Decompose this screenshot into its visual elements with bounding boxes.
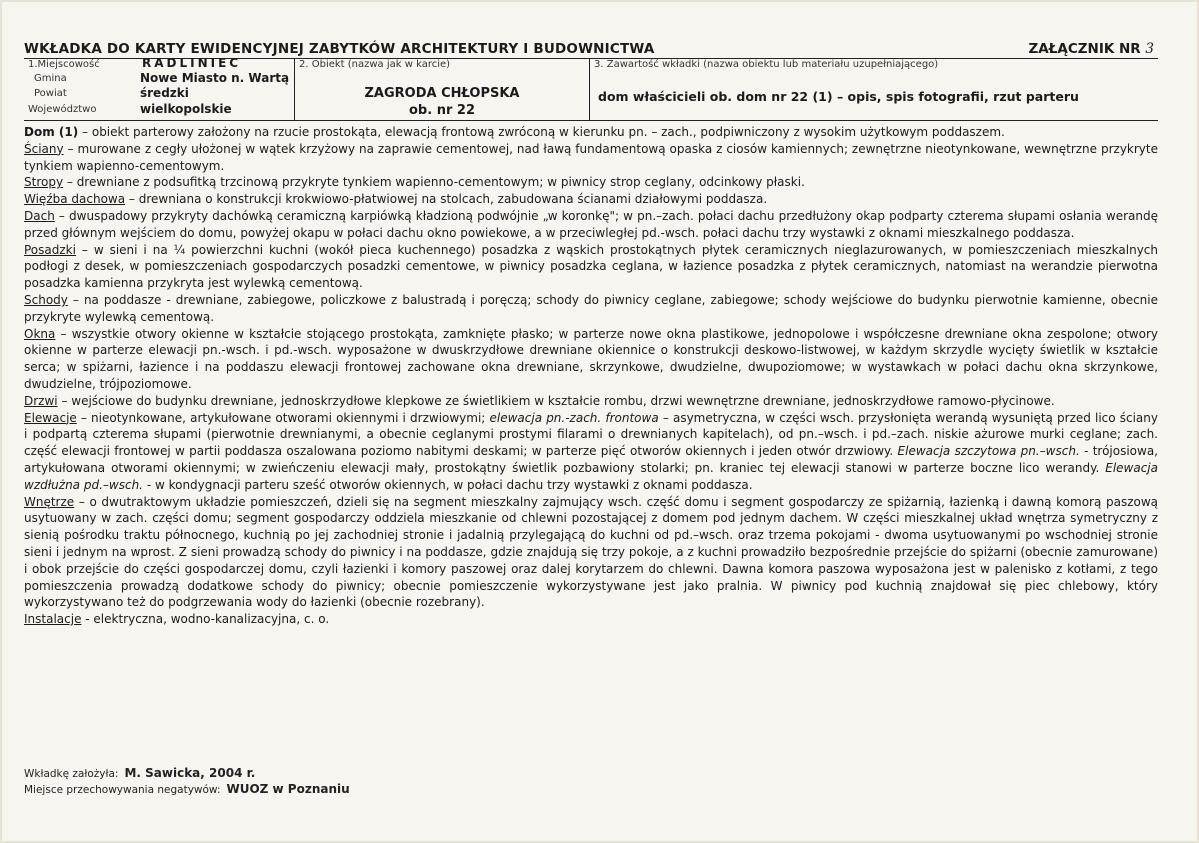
section-text: – wejściowe do budynku drewniane, jednoskrzydłowe klepkowe ze świetlikiem w kształcie rombu, drzwi wewnętrzne drewniane, jednoskrzydłowe ramowo-płycinowe. [57, 393, 1055, 408]
description-text [24, 124, 1158, 628]
section-instalacje [24, 611, 1158, 628]
footer-storage [24, 782, 350, 796]
section-term: Instalacje [24, 612, 82, 627]
section-text: – obiekt parterowy założony na rzucie prostokąta, elewacją frontową zwróconą w kierunku pn. – zach., podpiwniczony z wysokim użytkowym poddaszem. [78, 125, 1005, 139]
section-dom [24, 124, 1158, 141]
record-info-table [24, 58, 1158, 121]
section-term: Drzwi [24, 393, 58, 408]
section-wnetrze [24, 494, 1158, 612]
section-dach [24, 208, 1158, 242]
document-title: WKŁADKA DO KARTY EWIDENCYJNEJ ZABYTKÓW ARCHITEKTURY I BUDOWNICTWA [24, 41, 655, 57]
section-text: – dwuspadowy przykryty dachówką ceramiczną karpiówką kładzioną podwójnie „w koronkę"; w pn.–zach. połaci dachu przedłużony okap podparty czterema słupami osłania werandę przed głównym wejściem do domu, powyżej okapu w połaci dachu okno powiekowe, a w przeciwległej pd.-wsch. połaci dachu trzy wystawki z oknami mieszkalnego poddasza. [24, 208, 1158, 240]
section-term: Elewacje [24, 410, 77, 425]
section-term: Więźba dachowa [24, 192, 126, 207]
label-gmina: Gmina [34, 73, 67, 84]
object-name: ZAGRODA CHŁOPSKA [364, 86, 520, 101]
section-italic: elewacja pn.-zach. frontowa [489, 410, 659, 425]
author-value: M. Sawicka, 2004 r. [124, 766, 256, 780]
section-sciany [24, 141, 1158, 175]
section-text: – na poddasze - drewniane, zabiegowe, policzkowe z balustradą i poręczą; schody do piwnicy ceglane, zabiegowe; schody wejściowe do budynku pierwotnie kamienne, obecnie przykryte wylewką cementową. [24, 292, 1158, 324]
section-text: – w sieni i na ¼ powierzchni kuchni (wokół pieca kuchennego) posadzka z wąskich prostokątnych płytek ceramicznych nieglazurowanych, w pomieszczeniach mieszkalnych podłogi z desek, w pomieszczeniach gospodarczych posadzki cementowe, w piwnicy posadzka ceglana, w łazience posadzka z płytek ceramicznych, natomiast na werandzie pierwotna posadzka kamienna przykryta jest wylewką cementową. [24, 242, 1158, 291]
section-text: - w kondygnacji parteru sześć otworów okiennych, w połaci dachu trzy wystawki z oknami poddasza. [143, 477, 753, 492]
author-label: Wkładkę założyła: [24, 768, 119, 780]
value-miejscowosc: RADLINIEC [142, 56, 242, 70]
section-text: – drewniana o konstrukcji krokwiowo-płatwiowej na stolcach, zabudowana ścianami działowymi poddasza. [125, 192, 768, 207]
label-powiat: Powiat [34, 88, 67, 99]
content-label: 3. Zawartość wkładki (nazwa obiektu lub materiału uzupełniającego) [594, 59, 939, 70]
content-value: dom właścicieli ob. dom nr 22 (1) – opis, spis fotografii, rzut parteru [598, 89, 1079, 104]
label-wojewodztwo: Województwo [28, 104, 97, 115]
annex-label-text: ZAŁĄCZNIK NR [1028, 41, 1141, 57]
section-italic: Elewacja szczytowa pn.–wsch. [897, 444, 1080, 459]
section-term: Dach [24, 208, 55, 223]
section-text: – drewniane z podsufitką trzcinową przykryte tynkiem wapienno-cementowym; w piwnicy strop ceglany, odcinkowy płaski. [63, 175, 805, 190]
section-text: - trójosiowa, artykułowana otworami okiennymi; w zwieńczeniu elewacji mały, prostokątny świetlik pozbawiony stolarki; pn. kraniec tej elewacji stanowi w parterze boczne lico werandy. [24, 444, 1158, 475]
section-term: Schody [24, 292, 68, 307]
value-wojewodztwo: wielkopolskie [140, 102, 232, 116]
location-cell [24, 58, 295, 120]
section-term: Wnętrze [24, 494, 75, 509]
section-term: Posadzki [24, 242, 76, 257]
annex-label [1028, 41, 1154, 57]
section-stropy [24, 174, 1158, 191]
label-miejscowosc: 1.Miejscowość [28, 59, 100, 70]
section-term: Dom (1) [24, 125, 79, 139]
section-text: – murowane z cegły ułożonej w wątek krzyżowy na zaprawie cementowej, nad ławą fundamentową opaska z ciosów kamiennych; zewnętrzne nieotynkowane, wewnętrzne przykryte tynkiem wapienno-cementowym. [24, 141, 1158, 173]
section-schody [24, 292, 1158, 326]
storage-value: WUOZ w Poznaniu [226, 782, 350, 796]
section-text: – asymetryczna, w części wsch. przysłonięta werandą wysuniętą przed lico ściany i podpartą czterema słupami (pierwotnie drewnianymi, a obecnie ceglanymi prostymi filarami o drewnianych kapitelach), od pn.–wsch. i pd.–zach. niskie ażurowe murki ceglane; zach. część elewacji frontowej w partii poddasza oszalowana poziomo nabitymi deskami; w parterze pięć otworów okiennych i jeden otwór drzwiowy. [24, 410, 1158, 459]
section-okna [24, 326, 1158, 393]
section-text: - elektryczna, wodno-kanalizacyjna, c. o. [81, 612, 330, 627]
section-elewacje [24, 410, 1158, 494]
object-label: 2. Obiekt (nazwa jak w karcie) [299, 59, 451, 70]
footer-author [24, 766, 255, 780]
annex-number: 3 [1145, 41, 1154, 57]
content-cell [590, 58, 1158, 120]
section-term: Ściany [24, 141, 64, 156]
section-drzwi [24, 393, 1158, 410]
object-cell [295, 58, 590, 120]
section-term: Stropy [24, 175, 64, 190]
section-text: – o dwutraktowym układzie pomieszczeń, dzieli się na segment mieszkalny zajmujący wsch. część domu i segment gospodarczy ze spiżarnią, łazienką i dawną komorą paszową usytuowany w zach. części domu; segment gospodarczy oddziela mieszkanie od chlewni pozostającej z domem pod jednym dachem. W części mieszkalnej układ wnętrza symetryczny z sienią pośrodku traktu północnego, kuchnią po jej zachodniej stronie i jadalnią przylegającą do kuchni od pd.–wsch. oraz trzema pokojami - dwoma usytuowanymi po wschodniej stronie sieni i jednym na wprost. Z sieni prowadzą schody do piwnicy i na poddasze, gdzie znajdują się trzy pokoje, a z kuchni prowadziło bezpośrednie przejście do spiżarni (obecnie zamurowane) i obok przejście do części gospodarczej domu, czyli łazienki i komory paszowej oraz dalej korytarzem do chlewni. Dawna komora paszowa wyposażona jest w palenisko z kotłami, z tego pomieszczenia prowadzą dodatkowe schody do piwnicy; obecnie pomieszczenie wykorzystywane jest jako pralnia. W piwnicy pod kuchnią znajdował się piec chlebowy, który wykorzystywano też do podgrzewania wody do łazienki (obecnie rozebrany). [24, 494, 1158, 610]
object-number: ob. nr 22 [409, 103, 475, 118]
storage-label: Miejsce przechowywania negatywów: [24, 784, 221, 796]
value-powiat: średzki [140, 86, 189, 100]
section-italic: Elewacja wzdłużna pd.–wsch. [24, 460, 1158, 492]
section-posadzki [24, 242, 1158, 292]
section-term: Okna [24, 326, 56, 341]
value-gmina: Nowe Miasto n. Wartą [140, 71, 290, 85]
section-text: – nieotynkowane, artykułowane otworami okiennymi i drzwiowymi; [76, 410, 490, 425]
section-text: – wszystkie otwory okienne w kształcie stojącego prostokąta, zamknięte płasko; w parterze nowe okna plastikowe, jednopolowe i współczesne drewniane okna zespolone; otwory okienne w parterze elewacji pn.-wsch. i pd.-wsch. wyposażone w dwuskrzydłowe drewniane okiennice o konstrukcji deskowo-listwowej, w każdym skrzydle wycięty świetlik w kształcie serca; w spiżarni, łazience i na poddaszu elewacji frontowej zachowane okna drewniane, skrzynkowe, dwudzielne, dwupoziomowe; w wystawkach w połaci dachu okna skrzynkowe, dwudzielne, trójpoziomowe. [24, 326, 1158, 391]
section-wiezba [24, 191, 1158, 208]
